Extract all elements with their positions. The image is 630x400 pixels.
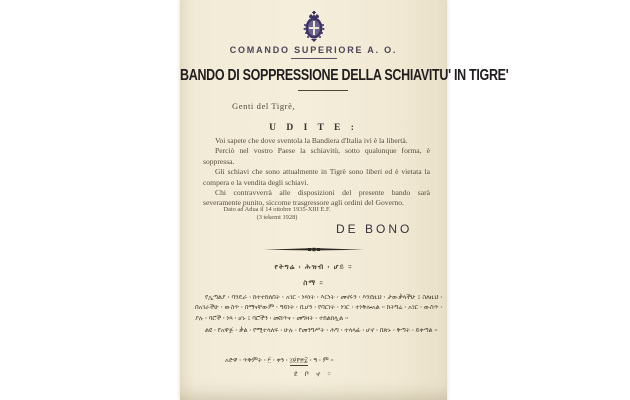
italian-paragraph: Chi contravverrà alle disposizioni del presente bando sarà severamente punito, siccome trasgressore agli ordini del Governo. xyxy=(203,188,430,208)
title-underline xyxy=(298,90,348,91)
dateline-gregorian: Dato ad Adua il 14 ottobre 1935-XIII E.F. xyxy=(223,206,331,213)
dateline xyxy=(218,206,336,221)
udite-heading: U D I T E : xyxy=(269,123,358,133)
amharic-paragraph: የኢጣልያ ፡ ባንዴራ ፡ ከተተከለበት ፡ አገር ፡ ነጻነት ፡ እርነት ፡ መኖሩን ፡ እንደዚህ ፡ ታውቃላችሁ ፤ ስለዚህ ፡ በአገራችሁ ፡ ውስጥ ፡ በማናቸውም ፡ ዓይነት ፡ ቢሆን ፡ የባርነት ፡ ነገር ፡ ተነቅሎአል ። ከትግሬ ፡ አገር ፡ ውስጥ ፡ ያሉ ፡ ባሮች ፡ ነጻ ፡ ሆኑ ፤ ባሮችን ፡ መሸጥና ፡ መግዛት ፡ ተከልክሏል ። xyxy=(195,294,442,322)
amharic-signature: ደ ቦ ኖ ። xyxy=(293,370,334,378)
salutation: Genti del Tigrè, xyxy=(232,101,296,111)
amharic-date-suffix: ፡ ዓ ፡ ም ። xyxy=(307,357,334,364)
italian-paragraph: Voi sapete che dove sventola la Bandiera d'Italia ivi è la libertà. xyxy=(215,136,408,145)
amharic-date-year: ፲፱፻፳፰ xyxy=(289,357,308,364)
amharic-date-prefix: አድዋ ፡ ጥቅምት ፡ ፫ ፡ ቀን ፡ xyxy=(225,357,290,364)
amharic-dateline xyxy=(225,357,333,365)
divider-ornament-icon xyxy=(264,241,364,249)
document-page xyxy=(180,0,509,400)
amharic-listen: ስማ ። xyxy=(303,279,324,287)
signature-de-bono: DE BONO xyxy=(336,222,413,236)
command-underline xyxy=(291,58,337,59)
amharic-body xyxy=(195,293,442,337)
italian-paragraph: Gli schiavi che sono attualmente in Tigrè sono liberi ed è vietata la compera e la vendita degli schiavi. xyxy=(203,167,430,187)
dateline-ethiopian: (3 tekemt 1928) xyxy=(256,214,298,221)
proclamation-title: BANDO DI SOPPRESSIONE DELLA SCHIAVITU' IN TIGRE' xyxy=(180,66,509,84)
amharic-paragraph: ልዩ ፡ የአዋጅ ፡ ቃል ፡ የሚተላለፍ ፡ ሁሉ ፡ የመንግሥት ፡ ሕግ ፡ ተላላፊ ፡ ሆኖ ፡ በጽኑ ፡ ቅጣት ፡ ይቀጣል ። xyxy=(205,327,438,335)
italian-body xyxy=(203,136,430,209)
italian-paragraph: Perciò nel vostro Paese la schiavitù, sotto qualunque forma, è soppressa. xyxy=(203,146,430,166)
savoy-crest-icon xyxy=(291,11,336,43)
amharic-heading: የትግሬ ፡ ሕዝብ ፡ ሆይ ። xyxy=(274,263,353,271)
command-heading: COMANDO SUPERIORE A. O. xyxy=(229,45,398,55)
